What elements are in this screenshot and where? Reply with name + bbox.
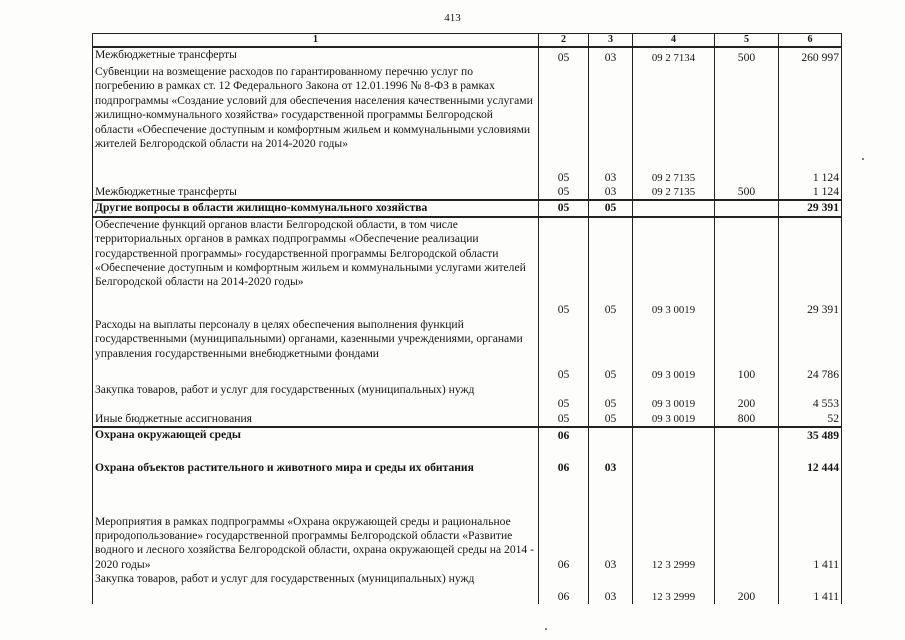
table-row: [93, 572, 842, 604]
row-target-article: 09 3 0019: [633, 217, 715, 318]
row-description: Охрана окружающей среды: [93, 427, 539, 443]
row-amount: 1 124: [779, 65, 842, 185]
row-subsection: 03: [589, 47, 633, 65]
header-col-3: 3: [589, 34, 633, 48]
row-target-article: 09 3 0019: [633, 318, 715, 383]
row-amount: 35 489: [779, 427, 842, 443]
row-subsection: [589, 427, 633, 443]
row-amount: 1 124: [779, 185, 842, 200]
row-expense-type: 800: [715, 412, 779, 427]
table-row: [93, 412, 842, 427]
table-row-section-total: [93, 200, 842, 216]
header-col-1: 1: [93, 34, 539, 48]
row-expense-type: [715, 200, 779, 216]
row-expense-type: 500: [715, 185, 779, 200]
row-amount: 1 411: [779, 572, 842, 604]
row-amount: 12 444: [779, 443, 842, 475]
row-section: 05: [539, 217, 589, 318]
row-target-article: 12 3 2999: [633, 475, 715, 572]
row-amount: 29 391: [779, 217, 842, 318]
row-target-article: 09 2 7135: [633, 65, 715, 185]
row-subsection: 05: [589, 318, 633, 383]
row-subsection: 05: [589, 200, 633, 216]
page-number: 413: [444, 12, 461, 24]
row-section: 06: [539, 427, 589, 443]
row-expense-type: 100: [715, 318, 779, 383]
row-subsection: 03: [589, 572, 633, 604]
budget-table: [92, 33, 842, 604]
table-row: [93, 318, 842, 383]
table-row: [93, 185, 842, 200]
row-section: 05: [539, 412, 589, 427]
row-amount: 24 786: [779, 318, 842, 383]
row-section: 06: [539, 475, 589, 572]
row-section: 06: [539, 572, 589, 604]
header-col-4: 4: [633, 34, 715, 48]
row-expense-type: 200: [715, 383, 779, 412]
table-row-section-total: [93, 427, 842, 443]
table-header-row: [93, 34, 842, 48]
row-target-article: [633, 200, 715, 216]
table-row-subsection-total: [93, 443, 842, 475]
row-amount: 52: [779, 412, 842, 427]
row-section: 05: [539, 200, 589, 216]
row-expense-type: [715, 65, 779, 185]
row-section: 06: [539, 443, 589, 475]
row-expense-type: [715, 427, 779, 443]
row-amount: 29 391: [779, 200, 842, 216]
row-description: Обеспечение функций органов власти Белгородской области, в том числе территориальных органов в рамках подпрограммы «Обеспечение реализации государственной программы» государственной программы Белгородской области «Обеспечение доступным и комфортным жильем и коммунальными услугами жителей Белгородской области на 2014-2020 годы»: [93, 217, 539, 318]
row-target-article: [633, 427, 715, 443]
row-description: Другие вопросы в области жилищно-коммунального хозяйства: [93, 200, 539, 216]
row-description: Иные бюджетные ассигнования: [93, 412, 539, 427]
row-description: Закупка товаров, работ и услуг для государственных (муниципальных) нужд: [93, 572, 539, 604]
row-target-article: 12 3 2999: [633, 572, 715, 604]
row-description: Закупка товаров, работ и услуг для государственных (муниципальных) нужд: [93, 383, 539, 412]
row-section: 05: [539, 185, 589, 200]
row-description: Расходы на выплаты персоналу в целях обеспечения выполнения функций государственными (муниципальными) органами, казенными учреждениями, органами управления государственными внебюджетными фондами: [93, 318, 539, 383]
header-col-5: 5: [715, 34, 779, 48]
row-target-article: 09 3 0019: [633, 383, 715, 412]
table-row: [93, 383, 842, 412]
row-section: 05: [539, 47, 589, 65]
row-description: Охрана объектов растительного и животного мира и среды их обитания: [93, 443, 539, 475]
row-target-article: [633, 443, 715, 475]
row-expense-type: [715, 217, 779, 318]
row-expense-type: [715, 475, 779, 572]
table-row: [93, 65, 842, 185]
row-section: 05: [539, 383, 589, 412]
row-subsection: 03: [589, 65, 633, 185]
row-section: 05: [539, 65, 589, 185]
row-amount: 4 553: [779, 383, 842, 412]
row-target-article: 09 2 7134: [633, 47, 715, 65]
row-subsection: 03: [589, 443, 633, 475]
row-description: Межбюджетные трансферты: [93, 47, 539, 65]
scan-speck: [545, 628, 547, 630]
row-expense-type: 200: [715, 572, 779, 604]
row-description: Мероприятия в рамках подпрограммы «Охрана окружающей среды и рациональное природопользование» государственной программы Белгородской области «Развитие водного и лесного хозяйства Белгородской области, охрана окружающей среды на 2014 - 2020 годы»: [93, 475, 539, 572]
table-row: [93, 475, 842, 572]
row-amount: 1 411: [779, 475, 842, 572]
row-target-article: 09 2 7135: [633, 185, 715, 200]
header-col-6: 6: [779, 34, 842, 48]
header-col-2: 2: [539, 34, 589, 48]
row-section: 05: [539, 318, 589, 383]
row-subsection: 03: [589, 475, 633, 572]
row-target-article: 09 3 0019: [633, 412, 715, 427]
table-row: [93, 217, 842, 318]
scan-speck: [862, 158, 864, 160]
row-subsection: 03: [589, 185, 633, 200]
row-subsection: 05: [589, 412, 633, 427]
row-description: Межбюджетные трансферты: [93, 185, 539, 200]
row-expense-type: [715, 443, 779, 475]
row-subsection: 05: [589, 217, 633, 318]
row-expense-type: 500: [715, 47, 779, 65]
row-amount: 260 997: [779, 47, 842, 65]
row-subsection: 05: [589, 383, 633, 412]
table-row: [93, 47, 842, 65]
row-description: Субвенции на возмещение расходов по гарантированному перечню услуг по погребению в рамках ст. 12 Федерального Закона от 12.01.1996 № 8-ФЗ в рамках подпрограммы «Создание условий для обеспечения населения качественными услугами жилищно-коммунального хозяйства» государственной программы Белгородской области «Обеспечение доступным и комфортным жильем и коммунальными условиями жителей Белгородской области на 2014-2020 годы»: [93, 65, 539, 185]
